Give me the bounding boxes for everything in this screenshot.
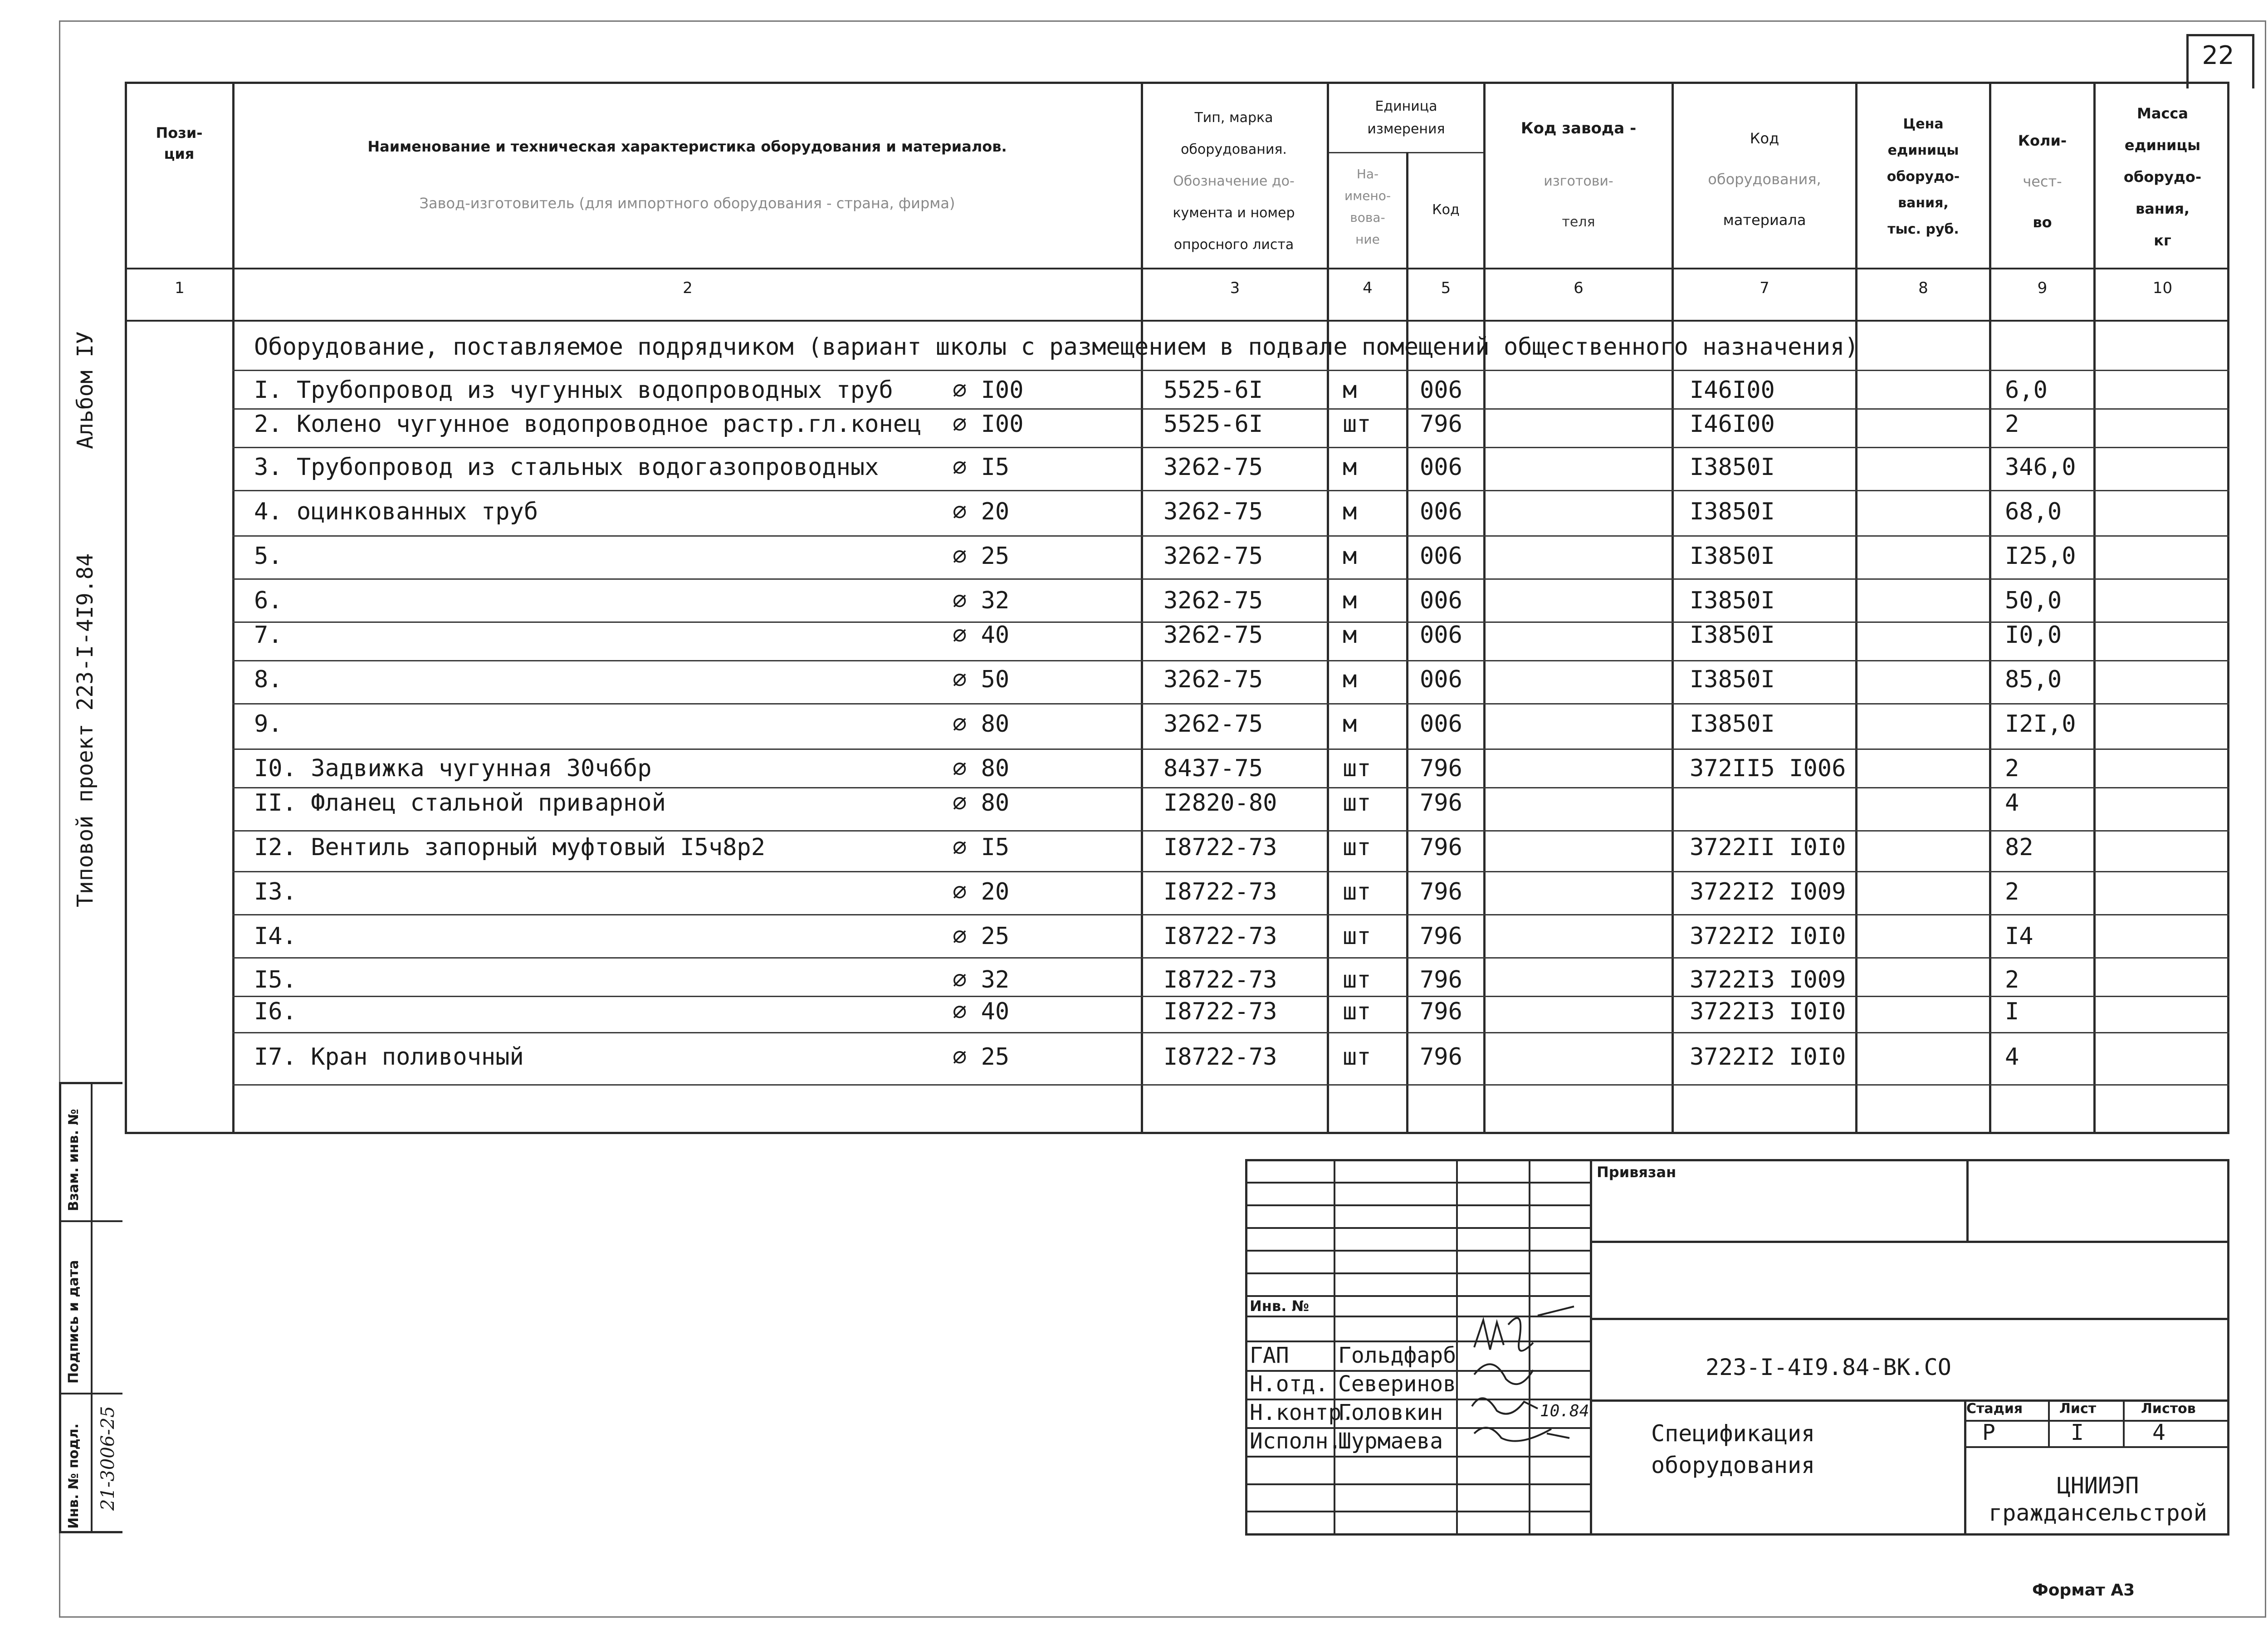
colnum-7: 7 — [1760, 279, 1769, 297]
row-1-name: I. Трубопровод из чугунных водопроводных труб — [254, 377, 893, 404]
tb-line — [1334, 1159, 1335, 1536]
tb-inv-no: Инв. № — [1250, 1297, 1309, 1315]
tb-line — [1245, 1182, 1592, 1184]
row-3-code: 006 — [1420, 454, 1462, 481]
tb-line — [1245, 1483, 1592, 1485]
row-2-type: 5525-6I — [1163, 411, 1263, 438]
tb-line — [1245, 1204, 1592, 1206]
row-3-mat: I3850I — [1690, 454, 1775, 481]
row-7-type: 3262-75 — [1163, 621, 1263, 649]
row-13-qty: 2 — [2005, 878, 2019, 905]
row-divider — [232, 1084, 2229, 1086]
row-divider — [232, 408, 2229, 410]
tb-name-1: Северинов — [1338, 1371, 1457, 1397]
tb-role-3: Исполн. — [1250, 1429, 1342, 1454]
row-11-qty: 4 — [2005, 789, 2019, 817]
row-divider — [232, 914, 2229, 915]
row-8-qty: 85,0 — [2005, 666, 2062, 693]
row-10-mat: 372II5 I006 — [1690, 755, 1846, 782]
tb-listov: 4 — [2152, 1420, 2165, 1445]
row-6-code: 006 — [1420, 587, 1462, 614]
row-divider — [232, 996, 2229, 997]
row-divider — [232, 787, 2229, 788]
row-6-mat: I3850I — [1690, 587, 1775, 614]
row-14-qty: I4 — [2005, 923, 2033, 950]
header-tsena: Цена единицы оборудо- вания, тыс. руб. — [1887, 116, 1960, 237]
row-divider — [232, 830, 2229, 832]
row-divider — [232, 535, 2229, 537]
row-17-code: 796 — [1420, 1043, 1462, 1071]
header-tip-marka: Тип, марка оборудования. Обозначение до- кумента и номер опросного листа — [1173, 110, 1295, 253]
tb-name-0: Гольдфарб — [1338, 1343, 1457, 1368]
tb-name-3: Шурмаева — [1338, 1429, 1443, 1454]
row-17-qty: 4 — [2005, 1043, 2019, 1071]
header-kod-ed: Код — [1432, 202, 1460, 218]
row-7-name: 7. — [254, 621, 283, 649]
row-10-dia: ∅ 80 — [953, 755, 1010, 782]
row-17-mat: 3722I2 I0I0 — [1690, 1043, 1846, 1071]
row-15-qty: 2 — [2005, 966, 2019, 993]
header-izgotovitelya: изготови- теля — [1544, 173, 1613, 230]
tb-date: 10.84 — [1540, 1402, 1589, 1420]
row-11-dia: ∅ 80 — [953, 789, 1010, 817]
row-9-unit: м — [1343, 710, 1357, 738]
side-project-text: Типовой проект 223-I-4I9.84 — [73, 553, 98, 907]
colnum-2: 2 — [683, 279, 693, 297]
row-13-type: I8722-73 — [1163, 878, 1277, 905]
row-1-dia: ∅ I00 — [953, 377, 1024, 404]
row-divider — [232, 1032, 2229, 1033]
row-10-code: 796 — [1420, 755, 1462, 782]
row-2-mat: I46I00 — [1690, 411, 1775, 438]
tb-line — [1590, 1318, 2229, 1320]
row-16-code: 796 — [1420, 998, 1462, 1025]
row-5-mat: I3850I — [1690, 543, 1775, 570]
tb-line — [1964, 1446, 2229, 1448]
row-1-code: 006 — [1420, 377, 1462, 404]
row-14-dia: ∅ 25 — [953, 923, 1010, 950]
row-7-code: 006 — [1420, 621, 1462, 649]
row-divider — [232, 578, 2229, 580]
side-album-text: Альбом IУ — [73, 331, 98, 449]
row-divider — [232, 490, 2229, 491]
tb-org-line2: граждансельстрой — [1989, 1500, 2207, 1526]
header-kolichestvo: Коли- чест- во — [2018, 132, 2067, 231]
tb-role-0: ГАП — [1250, 1343, 1289, 1368]
row-10-qty: 2 — [2005, 755, 2019, 782]
tb-line — [1245, 1227, 1592, 1229]
row-5-code: 006 — [1420, 543, 1462, 570]
header-edinitsa: Единица измерения — [1367, 98, 1445, 137]
colnum-8: 8 — [1918, 279, 1928, 297]
colnum-6: 6 — [1574, 279, 1584, 297]
row-6-unit: м — [1343, 587, 1357, 614]
row-2-qty: 2 — [2005, 411, 2019, 438]
colnum-5: 5 — [1441, 279, 1451, 297]
colnum-3: 3 — [1230, 279, 1240, 297]
row-6-dia: ∅ 32 — [953, 587, 1010, 614]
row-1-qty: 6,0 — [2005, 377, 2048, 404]
row-16-type: I8722-73 — [1163, 998, 1277, 1025]
stamp-podpis-data: Подпись и дата — [66, 1260, 82, 1384]
row-10-type: 8437-75 — [1163, 755, 1263, 782]
row-14-type: I8722-73 — [1163, 923, 1277, 950]
row-8-name: 8. — [254, 666, 283, 693]
tb-line — [1964, 1420, 2229, 1422]
colnum-1: 1 — [175, 279, 185, 297]
page-number: 22 — [2202, 41, 2234, 70]
tb-listov-label: Листов — [2141, 1401, 2196, 1417]
row-13-dia: ∅ 20 — [953, 878, 1010, 905]
stamp-vzam-inv: Взам. инв. № — [66, 1109, 82, 1211]
row-15-code: 796 — [1420, 966, 1462, 993]
row-16-dia: ∅ 40 — [953, 998, 1010, 1025]
row-8-dia: ∅ 50 — [953, 666, 1010, 693]
header-naimenovanie: Наименование и техническая характеристика оборудования и материалов. — [367, 138, 1007, 155]
row-1-mat: I46I00 — [1690, 377, 1775, 404]
row-12-mat: 3722II I0I0 — [1690, 834, 1846, 861]
row-10-name: I0. Задвижка чугунная 30ч6бр — [254, 755, 652, 782]
header-pozitsiya: Пози- ция — [156, 124, 203, 162]
row-4-dia: ∅ 20 — [953, 498, 1010, 525]
row-4-code: 006 — [1420, 498, 1462, 525]
colnum-9: 9 — [2037, 279, 2048, 297]
row-2-code: 796 — [1420, 411, 1462, 438]
format-label: Формат А3 — [2032, 1581, 2135, 1600]
colnum-4: 4 — [1363, 279, 1373, 297]
row-divider — [232, 703, 2229, 704]
row-divider — [232, 660, 2229, 661]
row-15-mat: 3722I3 I009 — [1690, 966, 1846, 993]
row-3-name: 3. Трубопровод из стальных водогазопроводных — [254, 454, 879, 481]
row-9-qty: I2I,0 — [2005, 710, 2076, 738]
row-8-type: 3262-75 — [1163, 666, 1263, 693]
tb-role-1: Н.отд. — [1250, 1371, 1329, 1397]
tb-org — [1969, 1472, 2227, 1526]
tb-line — [1245, 1250, 1592, 1252]
header-kod-zavoda: Код завода - — [1520, 119, 1637, 137]
row-11-code: 796 — [1420, 789, 1462, 817]
row-17-type: I8722-73 — [1163, 1043, 1277, 1071]
row-8-unit: м — [1343, 666, 1357, 693]
header-naimenovanie-ed: На- имено- вова- ние — [1344, 166, 1391, 247]
row-9-mat: I3850I — [1690, 710, 1775, 738]
row-7-mat: I3850I — [1690, 621, 1775, 649]
row-4-mat: I3850I — [1690, 498, 1775, 525]
row-5-unit: м — [1343, 543, 1357, 570]
row-8-code: 006 — [1420, 666, 1462, 693]
row-17-name: I7. Кран поливочный — [254, 1043, 524, 1071]
row-13-name: I3. — [254, 878, 297, 905]
row-3-unit: м — [1343, 454, 1357, 481]
colnum-10: 10 — [2152, 279, 2173, 297]
tb-line — [1245, 1272, 1592, 1274]
row-5-qty: I25,0 — [2005, 543, 2076, 570]
row-divider — [232, 447, 2229, 448]
row-divider — [232, 871, 2229, 872]
row-15-dia: ∅ 32 — [953, 966, 1010, 993]
row-2-unit: шт — [1343, 411, 1371, 438]
row-1-unit: м — [1343, 377, 1357, 404]
row-1-type: 5525-6I — [1163, 377, 1263, 404]
row-13-mat: 3722I2 I009 — [1690, 878, 1846, 905]
tb-role-2: Н.контр. — [1250, 1400, 1355, 1425]
tb-line — [1590, 1399, 2229, 1402]
row-11-type: I2820-80 — [1163, 789, 1277, 817]
row-12-dia: ∅ I5 — [953, 834, 1010, 861]
row-4-qty: 68,0 — [2005, 498, 2062, 525]
row-7-unit: м — [1343, 621, 1357, 649]
row-4-name: 4. оцинкованных труб — [254, 498, 538, 525]
row-9-name: 9. — [254, 710, 283, 738]
row-divider — [232, 749, 2229, 750]
row-9-type: 3262-75 — [1163, 710, 1263, 738]
tb-line — [1590, 1241, 2229, 1243]
row-13-unit: шт — [1343, 878, 1371, 905]
row-2-name: 2. Колено чугунное водопроводное растр.гл.конец — [254, 411, 922, 438]
row-4-type: 3262-75 — [1163, 498, 1263, 525]
row-divider — [232, 370, 2229, 371]
row-12-unit: шт — [1343, 834, 1371, 861]
row-10-unit: шт — [1343, 755, 1371, 782]
row-12-qty: 82 — [2005, 834, 2033, 861]
tb-doc-title-line2: оборудования — [1651, 1452, 1815, 1478]
row-divider — [232, 957, 2229, 959]
row-5-type: 3262-75 — [1163, 543, 1263, 570]
row-9-dia: ∅ 80 — [953, 710, 1010, 738]
row-17-unit: шт — [1343, 1043, 1371, 1071]
row-13-code: 796 — [1420, 878, 1462, 905]
row-17-dia: ∅ 25 — [953, 1043, 1010, 1071]
tb-stadiya-label: Стадия — [1966, 1401, 2023, 1417]
row-16-unit: шт — [1343, 998, 1371, 1025]
row-5-dia: ∅ 25 — [953, 543, 1010, 570]
row-12-type: I8722-73 — [1163, 834, 1277, 861]
header-kod-oborud: Код оборудования, материала — [1708, 130, 1821, 229]
row-6-type: 3262-75 — [1163, 587, 1263, 614]
row-11-unit: шт — [1343, 789, 1371, 817]
row-9-code: 006 — [1420, 710, 1462, 738]
row-6-qty: 50,0 — [2005, 587, 2062, 614]
tb-name-2: Головкин — [1338, 1400, 1443, 1425]
row-15-unit: шт — [1343, 966, 1371, 993]
tb-stadiya: Р — [1982, 1420, 1995, 1445]
tb-doc-title-line1: Спецификация — [1651, 1420, 1815, 1447]
row-15-name: I5. — [254, 966, 297, 993]
row-7-dia: ∅ 40 — [953, 621, 1010, 649]
row-14-unit: шт — [1343, 923, 1371, 950]
row-8-mat: I3850I — [1690, 666, 1775, 693]
row-3-dia: ∅ I5 — [953, 454, 1010, 481]
tb-list-label: Лист — [2059, 1401, 2097, 1417]
row-12-name: I2. Вентиль запорный муфтовый I5ч8р2 — [254, 834, 766, 861]
row-16-qty: I — [2005, 998, 2019, 1025]
row-3-type: 3262-75 — [1163, 454, 1263, 481]
tb-line — [1245, 1511, 1592, 1512]
stamp-inv-podl: Инв. № подл. — [66, 1423, 82, 1529]
stamp-inv-podl-value: 21-3006-25 — [98, 1406, 118, 1511]
tb-line — [1245, 1295, 1592, 1297]
tb-privyazan: Привязан — [1597, 1164, 1677, 1181]
section-title: Оборудование, поставляемое подрядчиком (вариант школы с размещением в подвале помещений общественного назначения) — [254, 333, 1859, 361]
tb-list: I — [2071, 1420, 2084, 1445]
header-massa: Масса единицы оборудо- вания, кг — [2123, 105, 2202, 249]
row-12-code: 796 — [1420, 834, 1462, 861]
tb-line — [2123, 1399, 2125, 1447]
tb-doc-title — [1651, 1418, 1815, 1481]
row-4-unit: м — [1343, 498, 1357, 525]
row-7-qty: I0,0 — [2005, 621, 2062, 649]
tb-doc-code: 223-I-4I9.84-ВК.СО — [1706, 1354, 1951, 1380]
tb-org-line1: ЦНИИЭП — [2057, 1473, 2139, 1499]
tb-line — [2048, 1399, 2050, 1447]
tb-line — [1966, 1159, 1969, 1241]
row-14-mat: 3722I2 I0I0 — [1690, 923, 1846, 950]
row-5-name: 5. — [254, 543, 283, 570]
tb-line — [1456, 1159, 1458, 1536]
row-11-name: II. Фланец стальной приварной — [254, 789, 666, 817]
row-14-code: 796 — [1420, 923, 1462, 950]
header-zavod: Завод-изготовитель (для импортного оборудования - страна, фирма) — [419, 195, 955, 212]
row-16-name: I6. — [254, 998, 297, 1025]
row-3-qty: 346,0 — [2005, 454, 2076, 481]
row-2-dia: ∅ I00 — [953, 411, 1024, 438]
row-15-type: I8722-73 — [1163, 966, 1277, 993]
signature-scribbles — [1465, 1297, 1597, 1461]
row-16-mat: 3722I3 I0I0 — [1690, 998, 1846, 1025]
row-6-name: 6. — [254, 587, 283, 614]
row-14-name: I4. — [254, 923, 297, 950]
